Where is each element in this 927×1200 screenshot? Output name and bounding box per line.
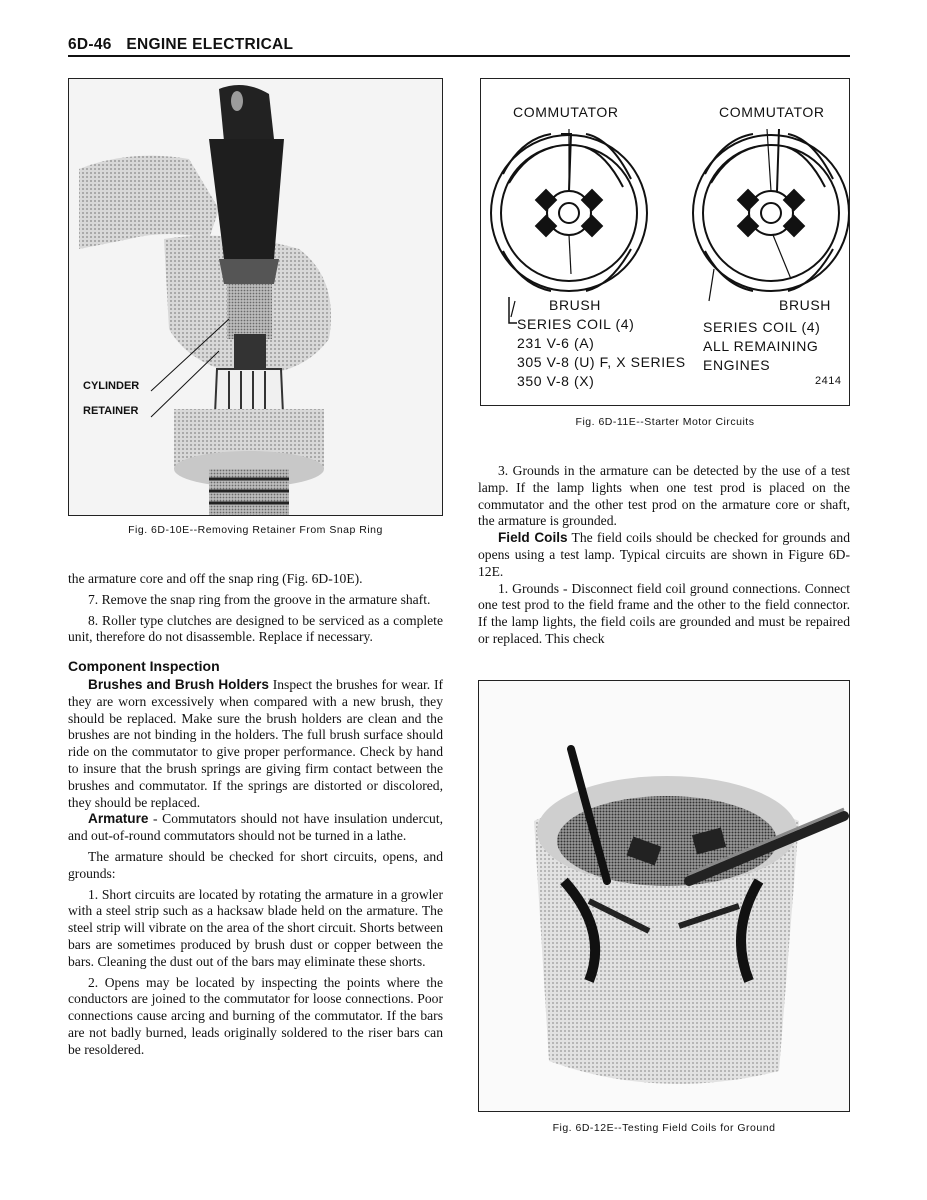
paragraph-armature-core: the armature core and off the snap ring (Fig. 6D-10E). bbox=[68, 571, 363, 586]
label-commutator-right: COMMUTATOR bbox=[719, 104, 825, 120]
hammer-photo bbox=[69, 79, 443, 516]
label-right-line-2: ALL REMAINING bbox=[703, 338, 819, 354]
label-brush-left: BRUSH bbox=[549, 297, 602, 313]
armature-text: - Commutators should not have insulation undercut, and out-of-round commutators should not be turned in a lathe. bbox=[68, 811, 443, 844]
paragraph-grounds: 3. Grounds in the armature can be detected by the use of a test lamp. If the lamp lights when one test prod is placed on the commutator and the other test prod on the armature core or shaft, the armature is grounded. bbox=[478, 463, 850, 529]
run-in-field-coils: Field Coils bbox=[498, 530, 568, 546]
figure-6d-11e bbox=[480, 78, 850, 406]
paragraph-short-circuits: 1. Short circuits are located by rotating the armature in a growler with a steel strip such as a hacksaw blade held on the armature. The steel strip will vibrate on the area of the short circuit. Shorts between bars are sometimes produced by brush dust or copper between the bars. Cleaning the dust out of the bars may eliminate these shorts. bbox=[68, 886, 443, 969]
figure-6d-12e bbox=[478, 680, 850, 1112]
label-right-line-3: ENGINES bbox=[703, 357, 771, 373]
label-brush-right: BRUSH bbox=[779, 297, 832, 313]
figure-number: 2414 bbox=[815, 375, 842, 387]
section-title: ENGINE ELECTRICAL bbox=[126, 36, 294, 53]
page-number: 6D-46 bbox=[68, 36, 112, 53]
paragraph-check: The armature should be checked for short circuits, opens, and grounds: bbox=[68, 848, 443, 881]
label-left-line-3: 305 V-8 (U) F, X SERIES bbox=[517, 354, 686, 370]
label-cylinder: CYLINDER bbox=[83, 380, 140, 392]
caption-6d-11e: Fig. 6D-11E--Starter Motor Circuits bbox=[575, 416, 755, 428]
brushes-text: Inspect the brushes for wear. If they are worn excessively when compared with a new brush, they should be replaced. Make sure the brush holders are clean and the brushes are not binding in the holders. The full brush surface should ride on the commutator to give proper performance. Check by hand to insure that the brush springs are giving firm contact between the brushes and commutator. If the springs are distorted or discolored, they should be replaced. bbox=[68, 676, 443, 810]
run-in-brushes: Brushes and Brush Holders bbox=[88, 676, 269, 692]
right-column bbox=[478, 463, 850, 648]
label-commutator-left: COMMUTATOR bbox=[513, 104, 619, 120]
field-coils-text: The field coils should be checked for grounds and opens using a test lamp. Typical circuits are shown in Figure 6D-12E. bbox=[478, 530, 851, 579]
label-left-line-2: 231 V-6 (A) bbox=[517, 335, 595, 351]
heading-component-inspection: Component Inspection bbox=[68, 658, 220, 675]
paragraph-step-7: 7. Remove the snap ring from the groove in the armature shaft. bbox=[88, 591, 431, 607]
paragraph-brushes bbox=[68, 677, 443, 811]
field-coil-test-photo bbox=[479, 681, 850, 1112]
caption-6d-12e: Fig. 6D-12E--Testing Field Coils for Ground bbox=[552, 1122, 776, 1134]
figure-6d-10e bbox=[68, 78, 443, 516]
label-retainer: RETAINER bbox=[83, 405, 139, 417]
paragraph-ground-step: 1. Grounds - Disconnect field coil ground connections. Connect one test prod to the field frame and the other to the field connector. If the lamp lights, the field coils are grounded and must be repaired or replaced. This check bbox=[478, 580, 850, 646]
paragraph-step-8: 8. Roller type clutches are designed to be serviced as a complete unit, therefore do not disassemble. Replace if necessary. bbox=[68, 612, 443, 645]
paragraph-opens: 2. Opens may be located by inspecting the points where the conductors are joined to the commutator for loose connections. Poor connections cause arcing and burning of the commutator. If the bars are not badly burned, leads originally soldered to the riser bars can be resoldered. bbox=[68, 974, 443, 1057]
paragraph-field-coils bbox=[478, 530, 850, 580]
header-rule bbox=[68, 55, 850, 57]
paragraph-armature bbox=[68, 811, 443, 845]
label-left-line-4: 350 V-8 (X) bbox=[517, 373, 595, 389]
label-right-line-1: SERIES COIL (4) bbox=[703, 319, 821, 335]
left-column bbox=[68, 571, 443, 1059]
label-left-line-1: SERIES COIL (4) bbox=[517, 316, 635, 332]
page-header bbox=[68, 36, 293, 54]
caption-6d-10e: Fig. 6D-10E--Removing Retainer From Snap Ring bbox=[128, 524, 383, 536]
run-in-armature: Armature bbox=[88, 811, 149, 827]
